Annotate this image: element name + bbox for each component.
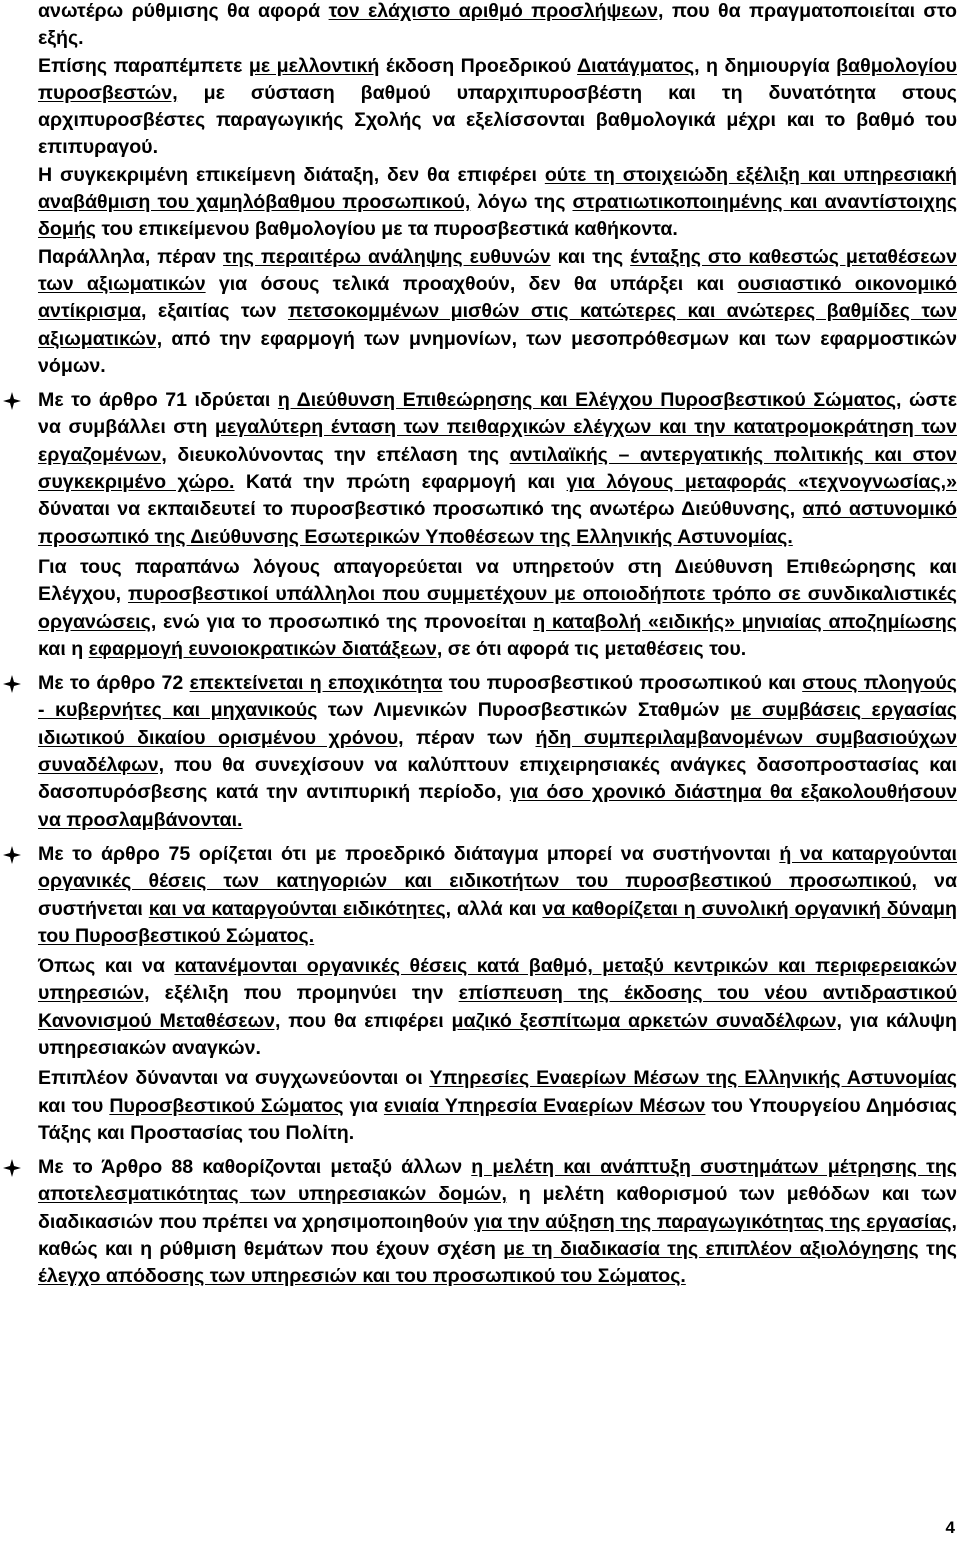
underlined-phrase: επεκτείνεται η εποχικότητα — [189, 672, 443, 695]
diamond-bullet-icon — [3, 392, 21, 410]
paragraph-1: Επίσης παραπέμπετε με μελλοντική έκδοση Προεδρικού Διατάγματος, η δημιουργία βαθμολογίου πυροσβεστών, με σύσταση βαθμού υπαρχιπυροσβέστη και τη δυνατότητα στους αρχιπυροσβέστες παραγωγικής Σχολής να εξελίσσονται βαθμολογικά μέχρι και το βαθμό του επιπυραγού. — [38, 54, 957, 159]
bullet-item-article-88 — [38, 1154, 957, 1290]
underlined-phrase: με μελλοντική — [248, 54, 380, 77]
underlined-phrase: με συμβάσεις εργασίας ιδιωτικού δικαίου ορισμένου χρόνου, — [38, 699, 957, 749]
underlined-phrase: από αστυνομικό προσωπικό της Διεύθυνσης Εσωτερικών Υποθέσεων της Ελληνικής Αστυνομίας. — [38, 498, 957, 548]
document-page — [38, 0, 957, 1291]
underlined-phrase: στους πλοηγούς - κυβερνήτες και μηχανικούς — [38, 672, 957, 722]
underlined-phrase: η καταβολή «ειδικής» μηνιαίας αποζημίωσης — [533, 610, 958, 633]
bullet-item-article-72 — [38, 670, 957, 834]
underlined-phrase: έλεγχο απόδοσης των υπηρεσιών και του προσωπικού του Σώματος. — [38, 1265, 686, 1288]
underlined-phrase: η Διεύθυνση Επιθεώρησης και Ελέγχου Πυροσβεστικού Σώματος, — [277, 389, 902, 412]
bullet-text-article-88: Με το Άρθρο 88 καθορίζονται μεταξύ άλλων η μελέτη και ανάπτυξη συστημάτων μέτρησης της αποτελεσματικότητας των υπηρεσιακών δομών, η μελέτη καθορισμού των μεθόδων και των διαδικασιών που πρέπει να χρησιμοποιηθούν για την αύξηση της παραγωγικότητας της εργασίας, καθώς και η ρύθμιση θεμάτων που έχουν σχέση με τη διαδικασία της επιπλέον αξιολόγησης της έλεγχο απόδοσης των υπηρεσιών και του προσωπικού του Σώματος. — [38, 1156, 958, 1288]
underlined-phrase: για την αύξηση της παραγωγικότητας της εργασίας, — [474, 1210, 957, 1233]
underlined-phrase: με τη διαδικασία της επιπλέον αξιολόγησης — [503, 1238, 919, 1261]
diamond-bullet-icon — [3, 1159, 21, 1177]
underlined-phrase: Διατάγματος, — [577, 54, 700, 77]
bullet-text-article-71: Με το άρθρο 71 ιδρύεται η Διεύθυνση Επιθεώρησης και Ελέγχου Πυροσβεστικού Σώματος, ώστε να συμβάλλει στη μεγαλύτερη ένταση των πειθαρχικών ελέγχων και την κατατρομοκράτηση των εργαζομένων, διευκολύνοντας την επέλαση της αντιλαϊκής – αντεργατικής πολιτικής και στον συγκεκριμένο χώρο. Κατά την πρώτη εφαρμογή και για λόγους μεταφοράς «τεχνογνωσίας,» δύναται να εκπαιδευτεί το πυροσβεστικό προσωπικό της ανωτέρω Διεύθυνσης, από αστυνομικό προσωπικό της Διεύθυνσης Εσωτερικών Υποθέσεων της Ελληνικής Αστυνομίας. — [38, 389, 958, 548]
underlined-phrase: της περαιτέρω ανάληψης ευθυνών — [223, 245, 551, 268]
underlined-phrase: ήδη συμπεριλαμβανομένων συμβασιούχων συναδέλφων, — [38, 726, 957, 777]
underlined-phrase: επίσπευση της έκδοσης του νέου αντιδραστικού Κανονισμού Μεταθέσεων, — [38, 982, 957, 1032]
underlined-phrase: μαζικό ξεσπίτωμα αρκετών συναδέλφων, — [451, 1009, 842, 1032]
underlined-phrase: για όσο χρονικό διάστημα θα εξακολουθήσουν να προσλαμβάνονται. — [38, 781, 957, 831]
underlined-phrase: να καθορίζεται η συνολική οργανική δύναμη του Πυροσβεστικού Σώματος. — [38, 897, 957, 947]
paragraph-2: Η συγκεκριμένη επικείμενη διάταξη, δεν θα επιφέρει ούτε τη στοιχειώδη εξέλιξη και υπηρεσιακή αναβάθμιση του χαμηλόβαθμου προσωπικού, λόγω της στρατιωτικοποιημένης και αναντίστοιχης δομής του επικείμενου βαθμολογίου με τα πυροσβεστικά καθήκοντα. — [38, 163, 958, 241]
diamond-bullet-icon — [3, 675, 21, 693]
underlined-phrase: κατανέμονται οργανικές θέσεις κατά βαθμό, μεταξύ κεντρικών και περιφερειακών υπηρεσιών, — [38, 955, 957, 1005]
paragraph-intro: ανωτέρω ρύθμισης θα αφορά τον ελάχιστο αριθμό προσλήψεων, που θα πραγματοποιείται στο εξής. — [38, 0, 957, 50]
underlined-phrase: ή να καταργούνται οργανικές θέσεις των κατηγοριών και ειδικοτήτων του πυροσβεστικού προσωπικού, — [38, 842, 957, 893]
bullet-text-article-75-continued: Όπως και να κατανέμονται οργανικές θέσεις κατά βαθμό, μεταξύ κεντρικών και περιφερειακών υπηρεσιών, εξέλιξη που προμηνύει την επίσπευση της έκδοσης του νέου αντιδραστικού Κανονισμού Μεταθέσεων, που θα επιφέρει μαζικό ξεσπίτωμα αρκετών συναδέλφων, για κάλυψη υπηρεσιακών αναγκών. — [38, 955, 957, 1059]
underlined-phrase: στρατιωτικοποιημένης και αναντίστοιχης δομής — [38, 191, 958, 241]
bullet-text-article-75-merge: Επιπλέον δύνανται να συγχωνεύονται οι Υπηρεσίες Εναερίων Μέσων της Ελληνικής Αστυνομίας και του Πυροσβεστικού Σώματος για ενιαία Υπηρεσία Εναερίων Μέσων του Υπουργείου Δημόσιας Τάξης και Προστασίας του Πολίτη. — [38, 1067, 957, 1144]
underlined-phrase: και να καταργούνται ειδικότητες, — [148, 897, 452, 920]
underlined-phrase: βαθμολογίου πυροσβεστών, — [38, 54, 957, 104]
underlined-phrase: πυροσβεστικοί υπάλληλοι που συμμετέχουν με οποιοδήποτε τρόπο σε συνδικαλιστικές οργανώσεις, — [38, 583, 957, 633]
diamond-bullet-icon — [3, 846, 21, 864]
underlined-phrase: πετσοκομμένων μισθών στις κατώτερες και ανώτερες βαθμίδες των αξιωματικών, — [38, 300, 957, 350]
underlined-phrase: τον ελάχιστο αριθμό προσλήψεων, — [328, 0, 664, 22]
underlined-phrase: ουσιαστικό οικονομικό αντίκρισμα, — [38, 272, 958, 323]
bullet-item-article-71 — [38, 387, 957, 663]
underlined-phrase: για λόγους μεταφοράς «τεχνογνωσίας,» — [566, 471, 958, 494]
underlined-phrase: ένταξης στο καθεστώς μεταθέσεων των αξιωματικών — [38, 245, 957, 295]
bullet-text-article-75: Με το άρθρο 75 ορίζεται ότι με προεδρικό διάταγμα μπορεί να συστήνονται ή να καταργούνται οργανικές θέσεις των κατηγοριών και ειδικοτήτων του πυροσβεστικού προσωπικού, να συστήνεται και να καταργούνται ειδικότητες, αλλά και να καθορίζεται η συνολική οργανική δύναμη του Πυροσβεστικού Σώματος. — [38, 842, 957, 947]
underlined-phrase: αντιλαϊκής – αντεργατικής πολιτικής και στον συγκεκριμένο χώρο. — [38, 443, 957, 494]
page-number: 4 — [945, 1518, 956, 1537]
underlined-phrase: Υπηρεσίες Εναερίων Μέσων της Ελληνικής Αστυνομίας — [429, 1067, 957, 1090]
bullet-item-article-75 — [38, 841, 957, 1147]
underlined-phrase: ούτε τη στοιχειώδη εξέλιξη και υπηρεσιακή αναβάθμιση του χαμηλόβαθμου προσωπικού, — [38, 163, 957, 214]
underlined-phrase: η μελέτη και ανάπτυξη συστημάτων μέτρησης της αποτελεσματικότητας των υπηρεσιακών δομών, — [38, 1156, 958, 1206]
bullet-text-article-71-continued: Για τους παραπάνω λόγους απαγορεύεται να υπηρετούν στη Διεύθυνση Επιθεώρησης και Ελέγχου, πυροσβεστικοί υπάλληλοι που συμμετέχουν με οποιοδήποτε τρόπο σε συνδικαλιστικές οργανώσεις, ενώ για το προσωπικό της προνοείται η καταβολή «ειδικής» μηνιαίας αποζημίωσης και η εφαρμογή ευνοιοκρατικών διατάξεων, σε ότι αφορά τις μεταθέσεις του. — [38, 555, 958, 660]
underlined-phrase: μεγαλύτερη ένταση των πειθαρχικών ελέγχων και την κατατρομοκράτηση των εργαζομένων, — [38, 416, 957, 466]
underlined-phrase: ενιαία Υπηρεσία Εναερίων Μέσων — [383, 1094, 706, 1117]
bullet-text-article-72: Με το άρθρο 72 επεκτείνεται η εποχικότητα του πυροσβεστικού προσωπικού και στους πλοηγούς - κυβερνήτες και μηχανικούς των Λιμενικών Πυροσβεστικών Σταθμών με συμβάσεις εργασίας ιδιωτικού δικαίου ορισμένου χρόνου, πέραν των ήδη συμπεριλαμβανομένων συμβασιούχων συναδέλφων, που θα συνεχίσουν να καλύπτουν επιχειρησιακές ανάγκες δασοπροστασίας και δασοπυρόσβεσης κατά την αντιπυρική περίοδο, για όσο χρονικό διάστημα θα εξακολουθήσουν να προσλαμβάνονται. — [38, 672, 957, 831]
underlined-phrase: εφαρμογή ευνοιοκρατικών διατάξεων, — [88, 637, 443, 660]
underlined-phrase: Πυροσβεστικού Σώματος — [109, 1094, 344, 1117]
paragraph-3: Παράλληλα, πέραν της περαιτέρω ανάληψης ευθυνών και της ένταξης στο καθεστώς μεταθέσεων των αξιωματικών για όσους τελικά προαχθούν, δεν θα υπάρξει και ουσιαστικό οικονομικό αντίκρισμα, εξαιτίας των πετσοκομμένων μισθών στις κατώτερες και ανώτερες βαθμίδες των αξιωματικών, από την εφαρμογή των μνημονίων, των μεσοπρόθεσμων και των εφαρμοστικών νόμων. — [38, 245, 958, 377]
